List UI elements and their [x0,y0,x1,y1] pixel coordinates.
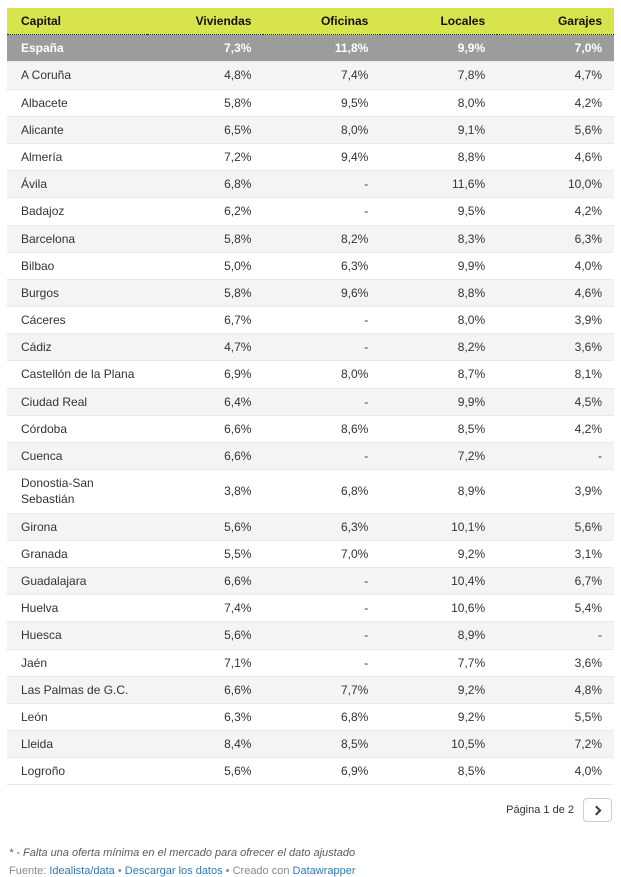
value-cell: 6,9% [263,758,380,785]
value-cell: 4,8% [497,676,614,703]
value-cell: 8,8% [380,143,497,170]
capital-cell: Almería [7,143,147,170]
value-cell: 10,1% [380,513,497,540]
value-cell: 8,0% [263,116,380,143]
value-cell: 4,2% [497,89,614,116]
capital-cell: Huesca [7,622,147,649]
value-cell: 9,4% [263,143,380,170]
value-cell: 6,3% [263,513,380,540]
value-cell: 8,9% [380,622,497,649]
table-row [7,622,614,649]
value-cell: 6,7% [497,567,614,594]
value-cell: 8,1% [497,361,614,388]
value-cell: 5,5% [147,540,264,567]
value-cell: 5,6% [497,116,614,143]
value-cell: 8,4% [147,731,264,758]
table-row [7,731,614,758]
value-cell: 4,2% [497,198,614,225]
value-cell: 7,7% [263,676,380,703]
capital-cell: Burgos [7,279,147,306]
header-row [7,8,614,35]
value-cell: - [263,595,380,622]
value-cell: 8,2% [380,334,497,361]
value-cell: 7,2% [497,731,614,758]
table-row [7,415,614,442]
value-cell: - [497,622,614,649]
download-data-link[interactable]: Descargar los datos [124,865,223,877]
value-cell: 6,3% [263,252,380,279]
value-cell: 6,8% [263,470,380,513]
table-row [7,307,614,334]
table-row [7,279,614,306]
value-cell: 5,5% [497,703,614,730]
capital-cell: Donostia-San Sebastián [7,470,147,513]
value-cell: 10,4% [380,567,497,594]
table-row [7,470,614,513]
table-row [7,62,614,89]
column-header-capital: Capital [7,8,147,35]
table-row [7,649,614,676]
capital-cell: Cuenca [7,443,147,470]
table-row [7,703,614,730]
table-row [7,513,614,540]
value-cell: 5,6% [147,758,264,785]
value-cell: 3,9% [497,470,614,513]
value-cell: 5,8% [147,89,264,116]
value-cell: 9,6% [263,279,380,306]
value-cell: 9,5% [263,89,380,116]
value-cell: 7,8% [380,62,497,89]
column-header-locales: Locales [380,8,497,35]
value-cell: 5,0% [147,252,264,279]
value-cell: 4,8% [147,62,264,89]
table-row [7,225,614,252]
value-cell: 9,1% [380,116,497,143]
value-cell: 5,8% [147,279,264,306]
value-cell: - [263,388,380,415]
capital-cell: Alicante [7,116,147,143]
value-cell: 4,6% [497,279,614,306]
value-cell: 7,4% [263,62,380,89]
capital-cell: León [7,703,147,730]
value-cell: 8,5% [380,415,497,442]
capital-cell: Badajoz [7,198,147,225]
capital-cell: Bilbao [7,252,147,279]
summary-row-espana [7,35,614,62]
capital-cell: Albacete [7,89,147,116]
created-with-text: Creado con [232,865,293,877]
summary-value-cell: 11,8% [263,35,380,62]
value-cell: 10,0% [497,171,614,198]
value-cell: 5,6% [497,513,614,540]
value-cell: 7,2% [147,143,264,170]
source-link-idealista[interactable]: Idealista/data [49,865,115,877]
value-cell: 6,7% [147,307,264,334]
value-cell: 7,4% [147,595,264,622]
value-cell: - [263,307,380,334]
capital-cell: Cádiz [7,334,147,361]
value-cell: 4,7% [497,62,614,89]
value-cell: - [497,443,614,470]
value-cell: 6,6% [147,443,264,470]
value-cell: 8,0% [263,361,380,388]
value-cell: 3,9% [497,307,614,334]
table-row [7,540,614,567]
capital-cell: Castellón de la Plana [7,361,147,388]
value-cell: 8,3% [380,225,497,252]
table-row [7,595,614,622]
value-cell: 9,2% [380,540,497,567]
summary-value-cell: 9,9% [380,35,497,62]
value-cell: 8,6% [263,415,380,442]
capital-cell: Guadalajara [7,567,147,594]
value-cell: 9,9% [380,388,497,415]
column-header-oficinas: Oficinas [263,8,380,35]
value-cell: 4,0% [497,252,614,279]
capital-cell: Girona [7,513,147,540]
table-row [7,361,614,388]
value-cell: 7,1% [147,649,264,676]
source-prefix: Fuente: [9,865,50,877]
chevron-right-icon [592,805,602,815]
capital-cell: Las Palmas de G.C. [7,676,147,703]
value-cell: 9,9% [380,252,497,279]
value-cell: 3,1% [497,540,614,567]
value-cell: 8,5% [263,731,380,758]
value-cell: - [263,443,380,470]
pagination [7,798,612,822]
value-cell: 8,9% [380,470,497,513]
value-cell: 7,0% [263,540,380,567]
value-cell: - [263,198,380,225]
capital-cell: Ávila [7,171,147,198]
table-row [7,143,614,170]
table-row [7,388,614,415]
table-row [7,252,614,279]
table-row [7,443,614,470]
value-cell: 6,5% [147,116,264,143]
value-cell: 6,6% [147,567,264,594]
value-cell: 6,6% [147,415,264,442]
footnote: * - Falta una oferta mínima en el mercado para ofrecer el dato ajustado [9,847,356,860]
value-cell: 8,2% [263,225,380,252]
value-cell: - [263,334,380,361]
capital-cell: Cáceres [7,307,147,334]
value-cell: 6,4% [147,388,264,415]
source-line [9,865,614,877]
value-cell: 8,7% [380,361,497,388]
value-cell: - [263,649,380,676]
table-row [7,171,614,198]
capital-cell: Logroño [7,758,147,785]
pagination-label: Página 1 de 2 [506,804,574,817]
table-row [7,676,614,703]
column-header-garajes: Garajes [497,8,614,35]
value-cell: 4,0% [497,758,614,785]
value-cell: 6,8% [147,171,264,198]
value-cell: 7,7% [380,649,497,676]
value-cell: 9,5% [380,198,497,225]
value-cell: - [263,567,380,594]
value-cell: - [263,171,380,198]
summary-value-cell: 7,0% [497,35,614,62]
value-cell: 5,4% [497,595,614,622]
capital-cell: Jaén [7,649,147,676]
table-row [7,567,614,594]
value-cell: - [263,622,380,649]
capital-cell: A Coruña [7,62,147,89]
value-cell: 5,8% [147,225,264,252]
value-cell: 6,9% [147,361,264,388]
value-cell: 11,6% [380,171,497,198]
summary-capital-cell: España [7,35,147,62]
next-page-button[interactable] [583,798,612,822]
separator-dot: • [117,865,122,877]
value-cell: 5,6% [147,513,264,540]
value-cell: 8,0% [380,89,497,116]
value-cell: 8,0% [380,307,497,334]
summary-value-cell: 7,3% [147,35,264,62]
value-cell: 10,6% [380,595,497,622]
value-cell: 6,6% [147,676,264,703]
value-cell: 3,6% [497,649,614,676]
table-row [7,334,614,361]
value-cell: 8,5% [380,758,497,785]
value-cell: 4,6% [497,143,614,170]
value-cell: 3,8% [147,470,264,513]
capital-cell: Barcelona [7,225,147,252]
table-row [7,89,614,116]
value-cell: 9,2% [380,703,497,730]
capital-cell: Huelva [7,595,147,622]
value-cell: 6,3% [497,225,614,252]
capital-cell: Granada [7,540,147,567]
column-header-viviendas: Viviendas [147,8,264,35]
value-cell: 4,7% [147,334,264,361]
capital-cell: Córdoba [7,415,147,442]
datawrapper-link[interactable]: Datawrapper [292,865,356,877]
capital-cell: Ciudad Real [7,388,147,415]
value-cell: 9,2% [380,676,497,703]
separator-dot: • [225,865,230,877]
table-row [7,116,614,143]
value-cell: 6,3% [147,703,264,730]
value-cell: 8,8% [380,279,497,306]
capital-cell: Lleida [7,731,147,758]
value-cell: 3,6% [497,334,614,361]
value-cell: 4,5% [497,388,614,415]
value-cell: 6,2% [147,198,264,225]
value-cell: 7,2% [380,443,497,470]
value-cell: 4,2% [497,415,614,442]
table-row [7,198,614,225]
table-row [7,758,614,785]
table-body [7,35,614,785]
yields-table [7,8,614,785]
value-cell: 6,8% [263,703,380,730]
value-cell: 10,5% [380,731,497,758]
value-cell: 5,6% [147,622,264,649]
